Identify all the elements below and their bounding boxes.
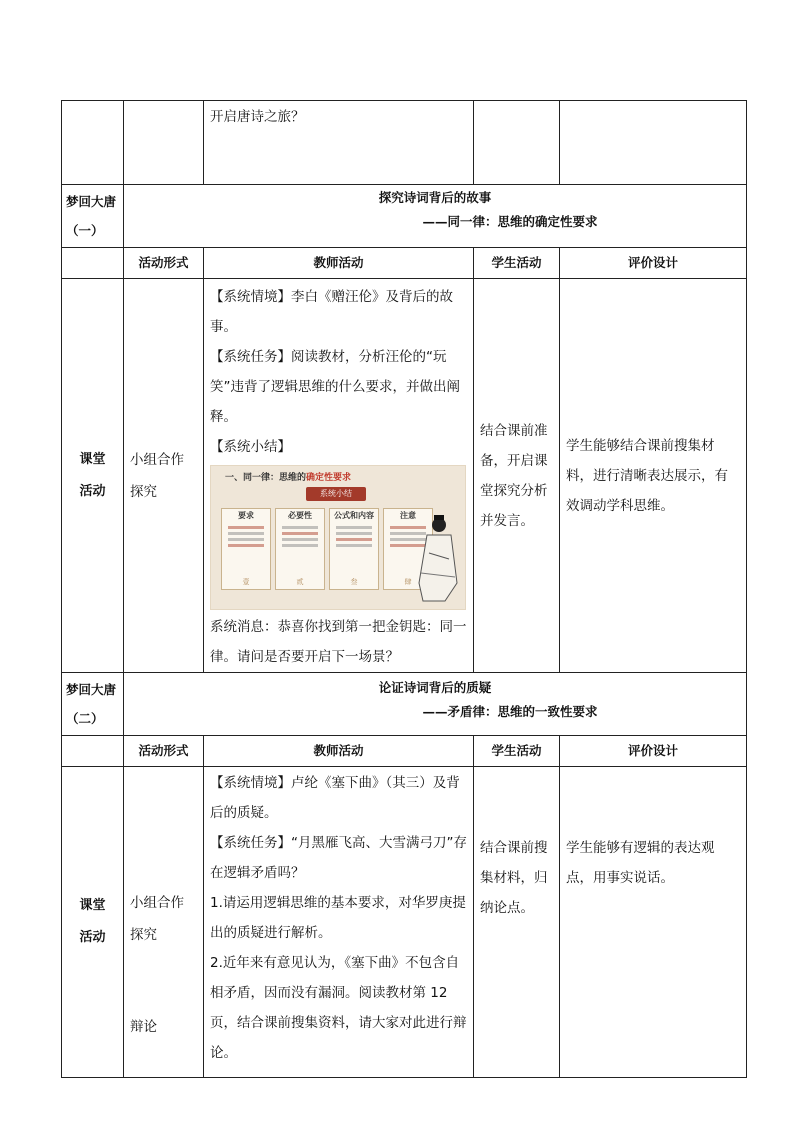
section-row [62,673,747,736]
slide-heading: 一、同一律：思维的确定性要求 [225,473,352,483]
column-header-row [62,736,747,767]
column-header-form: 活动形式 [124,736,204,767]
table-row [62,279,747,673]
section-title: 探究诗词背后的故事 [378,190,492,205]
activity-form-debate: 辩论 [130,1019,157,1035]
section-row [62,185,747,248]
teacher-scenario: 【系统情境】李白《赠汪伦》及背后的故事。 [210,289,453,335]
section-label: 梦回大唐（一） [62,185,124,248]
evaluation-design: 学生能够结合课前搜集材料，进行清晰表达展示，有效调动学科思维。 [560,279,747,673]
teacher-scenario: 【系统情境】卢纶《塞下曲》（其三）及背后的质疑。 [210,775,460,821]
slide-card: 必要性 贰 [275,508,325,590]
section-subtitle: ——同一律：思维的确定性要求 [422,214,598,229]
evaluation-design: 学生能够有逻辑的表达观点，用事实说话。 [560,767,747,1078]
slide-card: 要求 壹 [221,508,271,590]
teacher-activity-text: 开启唐诗之旅？ [210,109,305,125]
system-message: 系统消息：恭喜你找到第一把金钥匙：同一律。请问是否要开启下一场景？ [210,619,467,665]
section-label: 梦回大唐（二） [62,673,124,736]
column-header-student: 学生活动 [474,736,560,767]
teacher-task: 【系统任务】“月黑雁飞高、大雪满弓刀”存在逻辑矛盾吗？ [210,835,467,881]
activity-form: 小组合作探究 [130,895,184,943]
column-header-teacher: 教师活动 [204,736,474,767]
table-row [62,101,747,185]
activity-label: 课堂活动 [62,767,124,1078]
lesson-plan-page [61,100,746,1078]
student-activity: 结合课前搜集材料，归纳论点。 [474,767,560,1078]
activity-form: 小组合作探究 [124,279,204,673]
student-activity: 结合课前准备，开启课堂探究分析并发言。 [474,279,560,673]
column-header-evaluation: 评价设计 [560,736,747,767]
teacher-question-2: 2.近年来有意见认为，《塞下曲》不包含自相矛盾，因而没有漏洞。阅读教材第 12 页，结合课前搜集资料，请大家对此进行辩论。 [210,955,467,1061]
column-header-teacher: 教师活动 [204,248,474,279]
table-row [62,767,747,1078]
column-header-evaluation: 评价设计 [560,248,747,279]
section-title: 论证诗词背后的质疑 [378,680,492,695]
activity-label: 课堂活动 [62,279,124,673]
slide-card: 公式和内容 叁 [329,508,379,590]
slide-card: 注意 肆 [383,508,433,590]
lesson-plan-table [61,100,747,1078]
teacher-task: 【系统任务】阅读教材，分析汪伦的“玩笑”违背了逻辑思维的什么要求，并做出阐释。 [210,349,460,425]
teacher-summary-heading: 【系统小结】 [210,439,291,455]
column-header-student: 学生活动 [474,248,560,279]
summary-slide-image [210,465,466,610]
section-subtitle: ——矛盾律：思维的一致性要求 [422,704,598,719]
scholar-figure-icon [415,513,461,605]
column-header-row [62,248,747,279]
slide-banner: 系统小结 [306,487,366,501]
teacher-question-1: 1.请运用逻辑思维的基本要求，对华罗庚提出的质疑进行解析。 [210,895,466,941]
column-header-form: 活动形式 [124,248,204,279]
